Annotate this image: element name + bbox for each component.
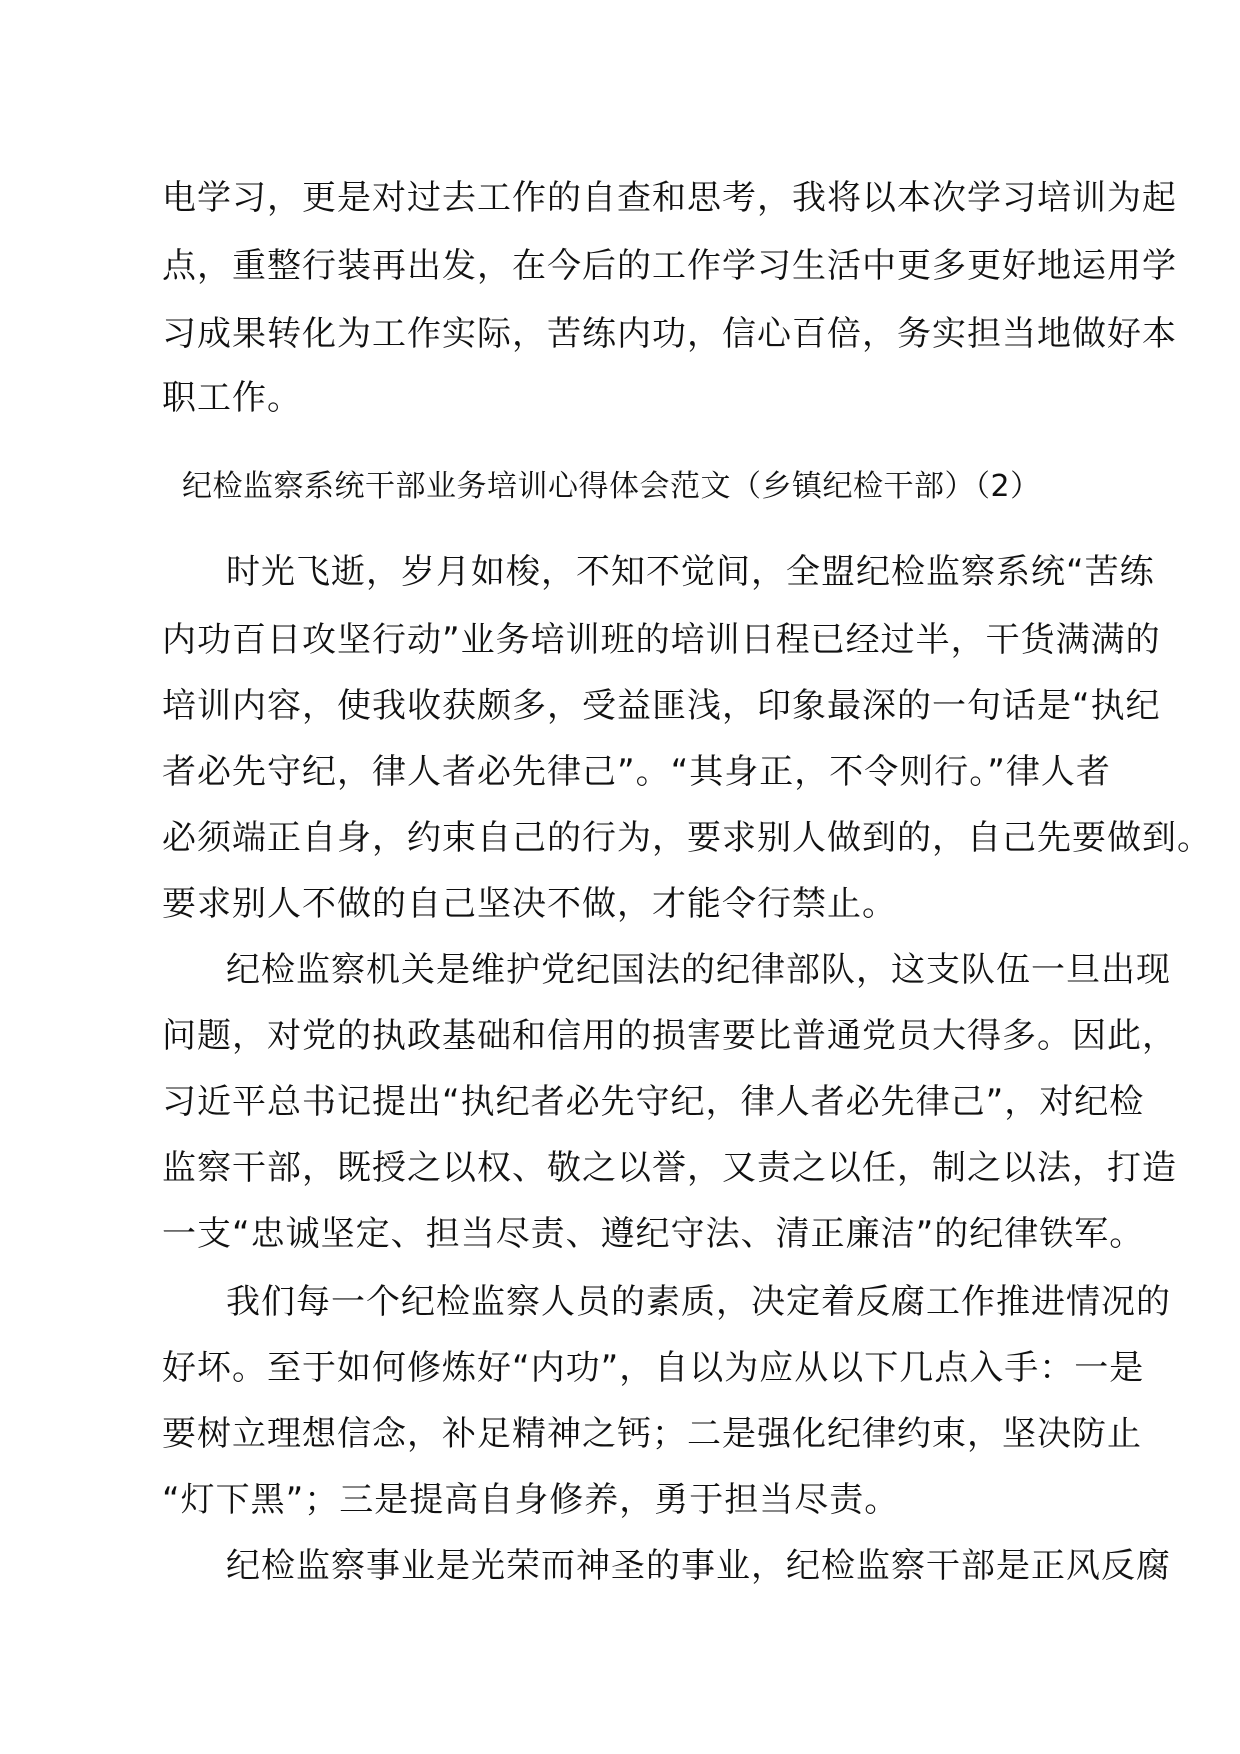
- section-title: 纪检监察系统干部业务培训心得体会范文（乡镇纪检干部）（2）: [182, 469, 1041, 504]
- paragraph-1-line-4: 职工作。: [162, 378, 302, 418]
- paragraph-3-line-1: 纪检监察机关是维护党纪国法的纪律部队，这支队伍一旦出现: [226, 950, 1171, 990]
- paragraph-4-line-4: “灯下黑”；三是提高自身修养，勇于担当尽责。: [162, 1480, 900, 1520]
- paragraph-1-line-1: 电学习，更是对过去工作的自查和思考，我将以本次学习培训为起: [162, 178, 1177, 218]
- paragraph-4-line-3: 要树立理想信念，补足精神之钙；二是强化纪律约束，坚决防止: [162, 1414, 1142, 1454]
- paragraph-3-line-2: 问题，对党的执政基础和信用的损害要比普通党员大得多。因此，: [162, 1016, 1177, 1056]
- paragraph-1-line-2: 点，重整行装再出发，在今后的工作学习生活中更多更好地运用学: [162, 246, 1177, 286]
- paragraph-3-line-4: 监察干部，既授之以权、敬之以誉，又责之以任，制之以法，打造: [162, 1148, 1177, 1188]
- paragraph-4-line-1: 我们每一个纪检监察人员的素质，决定着反腐工作推进情况的: [226, 1282, 1171, 1322]
- paragraph-2-line-1: 时光飞逝，岁月如梭，不知不觉间，全盟纪检监察系统“苦练: [226, 552, 1155, 592]
- paragraph-2-line-5: 必须端正自身，约束自己的行为，要求别人做到的，自己先要做到。: [162, 818, 1212, 858]
- paragraph-2-line-3: 培训内容，使我收获颇多，受益匪浅，印象最深的一句话是“执纪: [162, 686, 1161, 726]
- paragraph-5-line-1: 纪检监察事业是光荣而神圣的事业，纪检监察干部是正风反腐: [226, 1546, 1171, 1586]
- paragraph-1-line-3: 习成果转化为工作实际，苦练内功，信心百倍，务实担当地做好本: [162, 314, 1177, 354]
- paragraph-2-line-4: 者必先守纪，律人者必先律己”。“其身正，不令则行。”律人者: [162, 752, 1111, 792]
- paragraph-2-line-2: 内功百日攻坚行动”业务培训班的培训日程已经过半，干货满满的: [162, 620, 1161, 660]
- paragraph-4-line-2: 好坏。至于如何修炼好“内功”，自以为应从以下几点入手：一是: [162, 1348, 1145, 1388]
- paragraph-3-line-5: 一支“忠诚坚定、担当尽责、遵纪守法、清正廉洁”的纪律铁军。: [162, 1214, 1145, 1254]
- paragraph-2-line-6: 要求别人不做的自己坚决不做，才能令行禁止。: [162, 884, 897, 924]
- paragraph-3-line-3: 习近平总书记提出“执纪者必先守纪，律人者必先律己”，对纪检: [162, 1082, 1145, 1122]
